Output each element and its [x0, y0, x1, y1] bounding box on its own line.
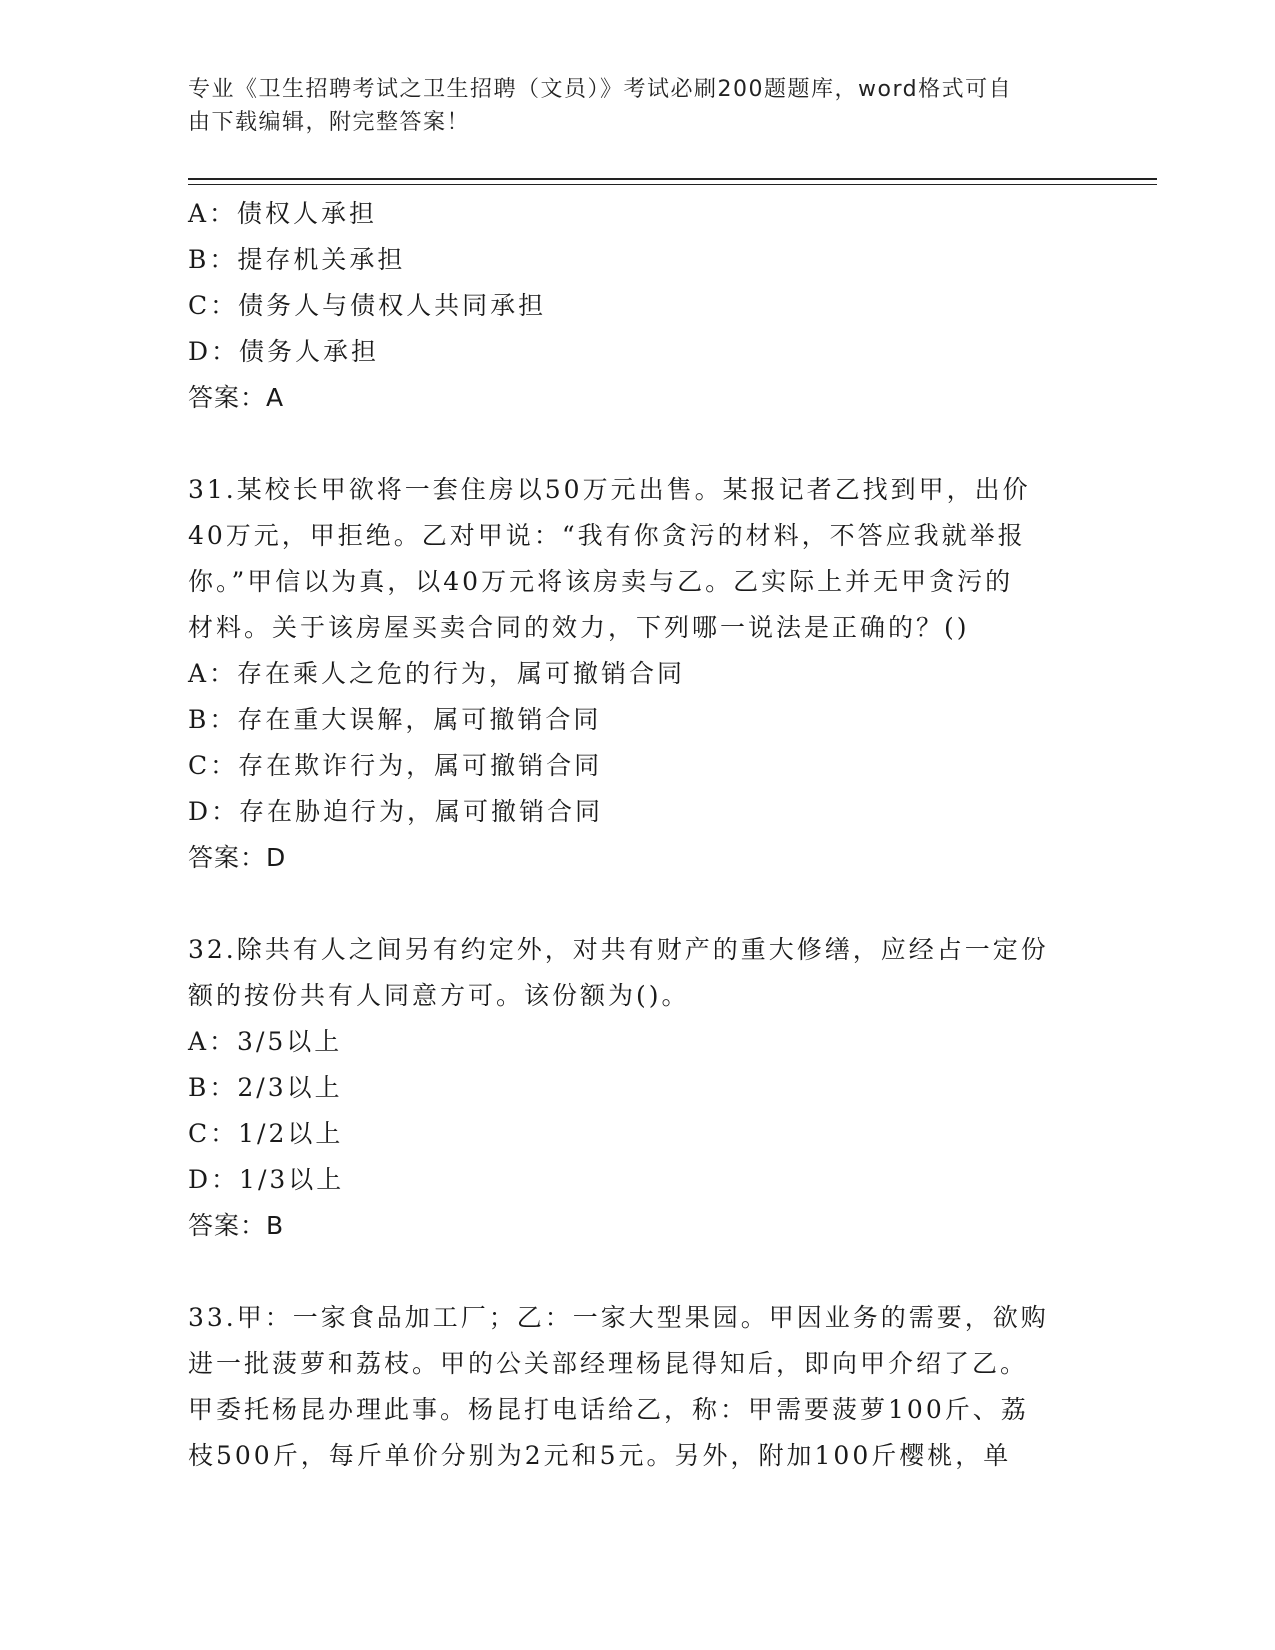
- block-spacer: [188, 1249, 1088, 1295]
- document-body: [188, 191, 1088, 1479]
- question-text-line: 32.除共有人之间另有约定外，对共有财产的重大修缮，应经占一定份: [188, 935, 1049, 964]
- question-text-line: 33.甲：一家食品加工厂；乙：一家大型果园。甲因业务的需要，欲购: [188, 1303, 1049, 1332]
- option-a: A：存在乘人之危的行为，属可撤销合同: [188, 659, 686, 688]
- answer-line: 答案：A: [188, 383, 285, 412]
- question-block-32: [188, 927, 1088, 1249]
- option-b: B：存在重大误解，属可撤销合同: [188, 705, 602, 734]
- question-text-line: 枝500斤，每斤单价分别为2元和5元。另外，附加100斤樱桃，单: [188, 1441, 1012, 1470]
- question-text-line: 40万元，甲拒绝。乙对甲说：“我有你贪污的材料，不答应我就举报: [188, 521, 1026, 550]
- option-d: D：1/3以上: [188, 1165, 345, 1194]
- option-b: B：2/3以上: [188, 1073, 343, 1102]
- header-line-2: 由下载编辑，附完整答案！: [188, 110, 471, 135]
- question-block-30: [188, 191, 1088, 421]
- question-text-line: 你。”甲信以为真，以40万元将该房卖与乙。乙实际上并无甲贪污的: [188, 567, 1014, 596]
- question-text-line: 31.某校长甲欲将一套住房以50万元出售。某报记者乙找到甲，出价: [188, 475, 1031, 504]
- block-spacer: [188, 881, 1088, 927]
- question-text-line: 材料。关于该房屋买卖合同的效力，下列哪一说法是正确的？(): [188, 613, 970, 642]
- answer-line: 答案：D: [188, 843, 287, 872]
- option-c: C：存在欺诈行为，属可撤销合同: [188, 751, 603, 780]
- block-spacer: [188, 421, 1088, 467]
- question-block-31: [188, 467, 1088, 881]
- option-a: A：债权人承担: [188, 199, 378, 228]
- question-text-line: 进一批菠萝和荔枝。甲的公关部经理杨昆得知后，即向甲介绍了乙。: [188, 1349, 1029, 1378]
- header-rule-thick: [188, 178, 1157, 180]
- question-text-line: 额的按份共有人同意方可。该份额为()。: [188, 981, 690, 1010]
- option-d: D：存在胁迫行为，属可撤销合同: [188, 797, 604, 826]
- document-header: [188, 73, 1068, 139]
- header-rule-thin: [188, 184, 1157, 185]
- question-text-line: 甲委托杨昆办理此事。杨昆打电话给乙，称：甲需要菠萝100斤、荔: [188, 1395, 1029, 1424]
- option-c: C：债务人与债权人共同承担: [188, 291, 547, 320]
- option-a: A：3/5以上: [188, 1027, 343, 1056]
- question-block-33: [188, 1295, 1088, 1479]
- header-line-1: 专业《卫生招聘考试之卫生招聘（文员）》考试必刷200题题库，word格式可自: [188, 77, 1013, 102]
- option-c: C：1/2以上: [188, 1119, 344, 1148]
- option-b: B：提存机关承担: [188, 245, 406, 274]
- answer-line: 答案：B: [188, 1211, 285, 1240]
- option-d: D：债务人承担: [188, 337, 380, 366]
